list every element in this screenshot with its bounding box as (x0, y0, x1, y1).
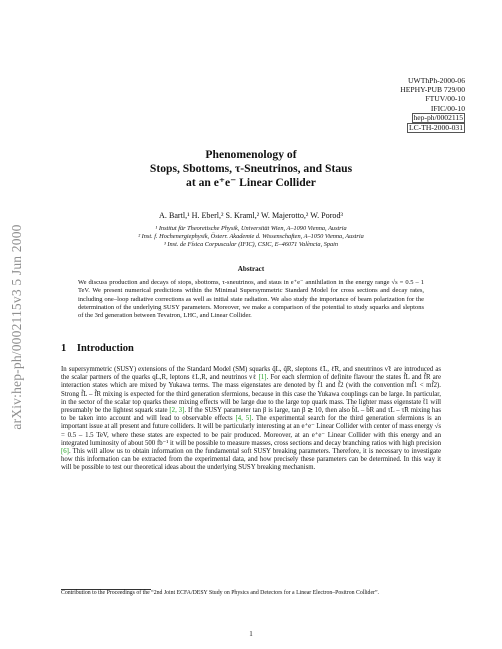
arxiv-stamp (6, 162, 28, 492)
intro-text: In supersymmetric (SUSY) extensions of the Standard Model (SM) squarks q̃L, q̃R, sleptons ℓ̃L, ℓ̃R, and sneutrinos ν̃ℓ are introduced as the scalar partners of the quarks qL,R, leptons ℓL,R, and neutrinos νℓ (61, 366, 441, 382)
footnote: Contribution to the Proceedings of the “2nd Joint ECFA/DESY Study on Physics and Detectors for a Linear Electron–Positron Collider”. (61, 590, 379, 596)
citation-link[interactable]: [2, 3] (169, 407, 185, 415)
citation-link[interactable]: [6] (61, 448, 69, 456)
report-number: UWThPh-2000-06 (408, 76, 465, 85)
report-numbers (400, 76, 465, 133)
affiliation: ¹ Institut für Theoretische Physik, Universität Wien, A–1090 Vienna, Austria (155, 225, 347, 232)
abstract-heading: Abstract (237, 265, 265, 273)
paper-title (60, 148, 442, 191)
title-line: Stops, Sbottoms, τ-Sneutrinos, and Staus (149, 162, 353, 176)
arxiv-stamp-text: arXiv:hep-ph/0002115v3 5 Jun 2000 (9, 224, 24, 430)
page-number: 1 (249, 630, 253, 638)
intro-text: . For each sfermion of definite flavour the states f̃L and f̃R are interaction states which are mixed by Yukawa terms. The mass eigenstates are denoted by f̃1 and f̃2 (with the convention mf̃1 < mf̃2). Strong f̃L – f̃R mixing is expected for the third generation sfermions, because in this case the Yukawa couplings can be large. In particular, in the sector of the scalar top quarks these mixing effects will be large due to the large top quark mass. The lighter mass eigenstate t̃1 will presumably be the lightest squark state (61, 374, 441, 415)
intro-text: . The experimental search for the third generation sfermions is an important issue at all present and future colliders. It will be particularly interesting at an e⁺e⁻ Linear Collider with center of mass energy √s = 0.5 – 1.5 TeV, where these states are expected to be pair produced. Moreover, at an e⁺e⁻ Linear Collider with this energy and an integrated luminosity of about 500 fb⁻¹ it will be possible to measure masses, cross sections and decay branching ratios with high precision (61, 415, 441, 447)
affiliation: ³ Inst. de Física Corpuscular (IFIC), CSIC, E–46071 València, Spain (163, 241, 339, 249)
title-line: Phenomenology of (205, 148, 297, 161)
report-number: FTUV/00-10 (425, 94, 465, 104)
author-list: A. Bartl,¹ H. Eberl,² S. Kraml,² W. Majerotto,² W. Porod³ (159, 211, 343, 220)
citation-link[interactable]: [1] (258, 374, 267, 382)
title-line: at an e⁺e⁻ Linear Collider (186, 176, 316, 190)
report-number: IFIC/00-10 (430, 103, 465, 113)
report-number-boxed: LC-TH-2000-031 (409, 122, 463, 132)
intro-text: . If the SUSY parameter tan β is large, tan β ≳ 10, then also b̃L – b̃R and τ̃L – τ̃R mixing has to be taken into account and will lead to observable effects (61, 407, 441, 423)
intro-text: . This will allow us to obtain information on the fundamental soft SUSY breaking parameters. Therefore, it is necessary to investigate how this information can be extracted from the experimental data, and how precisely these parameters can be determined. In this way it will be possible to test our theoretical ideas about the underlying SUSY breaking mechanism. (61, 448, 441, 472)
abstract-text: We discuss production and decays of stops, sbottoms, τ-sneutrinos, and staus in e⁺e⁻ annihilation in the energy range √s = 0.5 – 1 TeV. We present numerical predictions within the Minimal Supersymmetric Standard Model for cross sections and decay rates, including one–loop radiative corrections as well as initial state radiation. We also study the importance of beam polarization for the determination of the underlying SUSY parameters. Moreover, we make a comparison of the potential to study squarks and sleptons of the 3rd generation between Tevatron, LHC, and Linear Collider. (78, 279, 424, 319)
report-number: HEPHY-PUB 729/00 (400, 85, 465, 95)
section-heading: 1 Introduction (61, 343, 134, 354)
intro-paragraph (61, 366, 441, 473)
report-number-boxed[interactable]: hep-ph/0002115 (413, 112, 463, 122)
citation-link[interactable]: [4, 5] (235, 415, 252, 423)
affiliation: ² Inst. f. Hochenergiephysik, Österr. Akademie d. Wissenschaften, A–1050 Vienna, Austria (138, 233, 364, 241)
affiliations (60, 225, 442, 250)
